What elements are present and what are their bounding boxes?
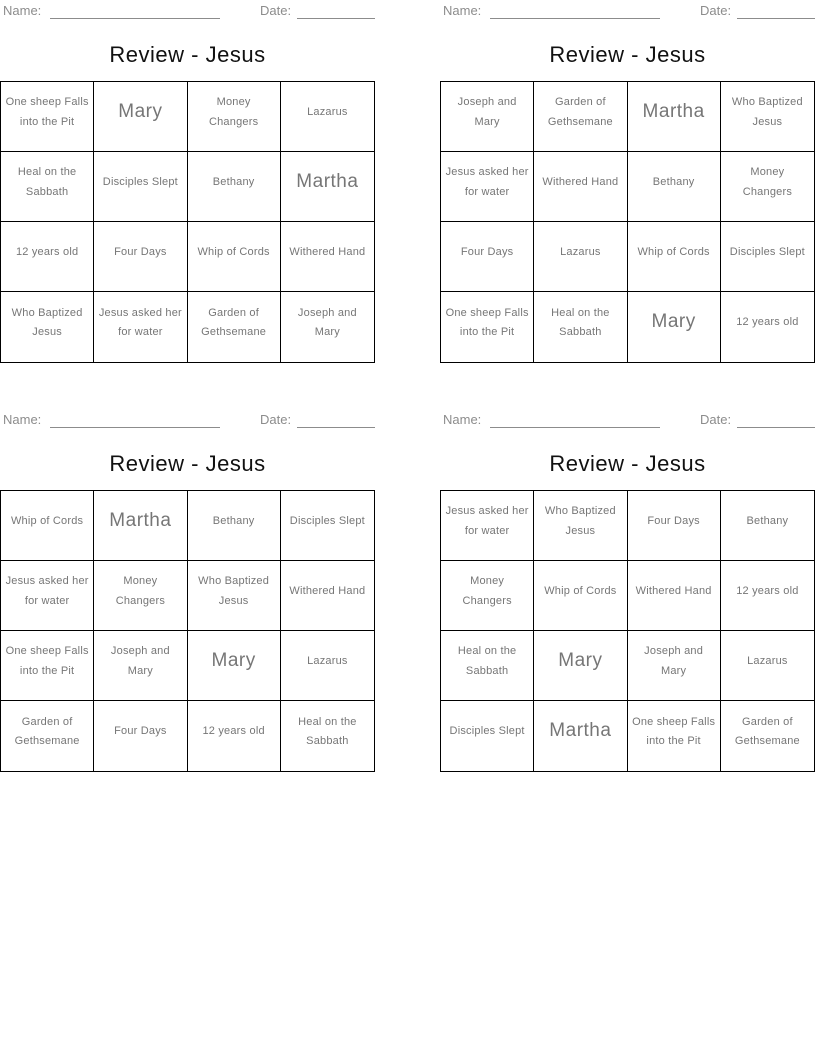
grid-cell: Whip of Cords [628, 222, 721, 292]
grid-cell: Bethany [188, 152, 281, 222]
grid-cell: Lazarus [721, 631, 814, 701]
grid-cell: Four Days [441, 222, 534, 292]
grid-cell: 12 years old [188, 701, 281, 771]
grid-cell: Lazarus [281, 82, 374, 152]
grid-cell: Who Baptized Jesus [1, 292, 94, 362]
date-blank-line [737, 412, 815, 428]
grid-cell: Bethany [628, 152, 721, 222]
grid-cell: Money Changers [441, 561, 534, 631]
grid-cell: Disciples Slept [281, 491, 374, 561]
grid-cell: Who Baptized Jesus [721, 82, 814, 152]
grid-cell: Whip of Cords [534, 561, 627, 631]
grid-cell: Disciples Slept [721, 222, 814, 292]
card-header [3, 412, 376, 432]
grid-cell: One sheep Falls into the Pit [1, 82, 94, 152]
bingo-card-bottom-left [0, 409, 376, 774]
grid-cell: Four Days [94, 222, 187, 292]
date-blank-line [737, 3, 815, 19]
date-label: Date: [700, 412, 732, 427]
bingo-card-top-left [0, 0, 376, 365]
grid-cell: Money Changers [188, 82, 281, 152]
grid-cell: Disciples Slept [441, 701, 534, 771]
name-label: Name: [3, 412, 42, 427]
grid-cell: Bethany [721, 491, 814, 561]
grid-cell: Heal on the Sabbath [441, 631, 534, 701]
grid-cell: Whip of Cords [188, 222, 281, 292]
grid-cell: Garden of Gethsemane [1, 701, 94, 771]
name-label: Name: [3, 3, 42, 18]
grid-cell: Martha [628, 82, 721, 152]
name-label: Name: [443, 3, 482, 18]
card-title: Review - Jesus [109, 451, 266, 476]
grid-cell: Heal on the Sabbath [1, 152, 94, 222]
grid-cell: Lazarus [281, 631, 374, 701]
grid-cell: 12 years old [1, 222, 94, 292]
bingo-card-top-right [440, 0, 816, 365]
date-label: Date: [260, 412, 292, 427]
name-label: Name: [443, 412, 482, 427]
grid-cell: Four Days [628, 491, 721, 561]
card-header [443, 412, 816, 432]
card-header [443, 3, 816, 23]
grid-cell: One sheep Falls into the Pit [1, 631, 94, 701]
grid-cell: Garden of Gethsemane [188, 292, 281, 362]
grid-cell: Mary [188, 631, 281, 701]
name-blank-line [490, 412, 660, 428]
grid-cell: Whip of Cords [1, 491, 94, 561]
name-blank-line [50, 412, 220, 428]
card-title: Review - Jesus [109, 42, 266, 67]
grid-cell: Joseph and Mary [297, 306, 357, 338]
grid-cell: Martha [534, 701, 627, 771]
grid-cell: Mary [94, 82, 187, 152]
grid-cell: Who Baptized Jesus [534, 491, 627, 561]
grid-cell: Disciples Slept [94, 152, 187, 222]
date-label: Date: [260, 3, 292, 18]
grid-cell: Garden of Gethsemane [534, 82, 627, 152]
grid-cell: One sheep Falls into the Pit [628, 701, 721, 771]
card-header [3, 3, 376, 23]
name-blank-line [50, 3, 220, 19]
bingo-grid [440, 490, 815, 772]
card-title: Review - Jesus [549, 451, 706, 476]
grid-cell: Joseph and Mary [94, 631, 187, 701]
grid-cell: Money Changers [721, 152, 814, 222]
grid-cell: Mary [534, 631, 627, 701]
name-blank-line [490, 3, 660, 19]
grid-cell: 12 years old [721, 561, 814, 631]
grid-cell: 12 years old [736, 316, 799, 329]
date-label: Date: [700, 3, 732, 18]
grid-cell: Heal on the Sabbath [298, 715, 357, 747]
bingo-grid [0, 490, 375, 772]
grid-cell: Bethany [188, 491, 281, 561]
card-title: Review - Jesus [549, 42, 706, 67]
grid-cell: Withered Hand [281, 222, 374, 292]
bingo-grid [440, 81, 815, 363]
grid-cell: Jesus asked her for water [94, 292, 187, 362]
grid-cell: Withered Hand [281, 561, 374, 631]
grid-cell: Who Baptized Jesus [188, 561, 281, 631]
grid-cell: Lazarus [534, 222, 627, 292]
grid-cell: Joseph and Mary [628, 631, 721, 701]
grid-cell: Jesus asked her for water [441, 152, 534, 222]
grid-cell: Heal on the Sabbath [534, 292, 627, 362]
date-blank-line [297, 412, 375, 428]
grid-cell: Joseph and Mary [441, 82, 534, 152]
grid-cell: One sheep Falls into the Pit [441, 292, 534, 362]
grid-cell: Four Days [94, 701, 187, 771]
grid-cell: Mary [628, 292, 721, 362]
grid-cell: Withered Hand [628, 561, 721, 631]
bingo-grid [0, 81, 375, 363]
grid-cell: Martha [94, 491, 187, 561]
bingo-card-bottom-right [440, 409, 816, 774]
grid-cell: Garden of Gethsemane [734, 715, 800, 747]
date-blank-line [297, 3, 375, 19]
grid-cell: Withered Hand [534, 152, 627, 222]
grid-cell: Jesus asked her for water [441, 491, 534, 561]
grid-cell: Money Changers [94, 561, 187, 631]
grid-cell: Martha [281, 152, 374, 222]
grid-cell: Jesus asked her for water [1, 561, 94, 631]
